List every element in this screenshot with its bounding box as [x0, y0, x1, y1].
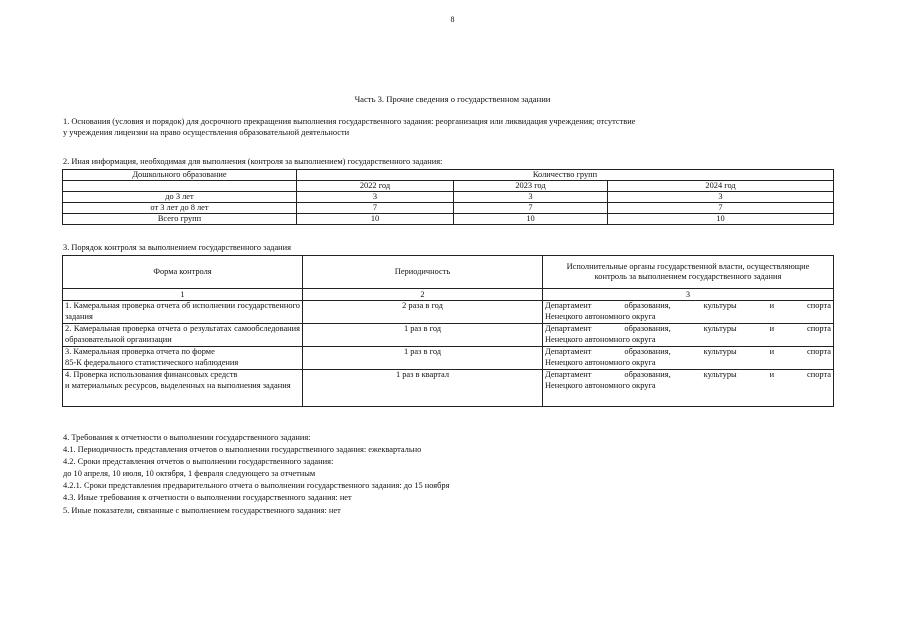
periodicity-cell: 1 раз в год [303, 347, 543, 370]
cell-value: 7 [454, 203, 608, 214]
requirements-line: 4.2. Сроки представления отчетов о выполнении государственного задания: [63, 457, 334, 467]
section-3-heading: 3. Порядок контроля за выполнением государственного задания [63, 243, 291, 252]
table-row [63, 301, 834, 324]
cell-value: 7 [608, 203, 834, 214]
periodicity-cell: 2 раза в год [303, 301, 543, 324]
authority-word: образования, [624, 370, 671, 379]
table-row [63, 203, 834, 214]
cell-value: 3 [608, 192, 834, 203]
authority-word: образования, [624, 301, 671, 310]
authority-line-1 [545, 324, 831, 335]
section-1-line-1: 1. Основания (условия и порядок) для досрочного прекращения выполнения государственного задания: реорганизация или ликвидация учреждения; отсутствие [63, 117, 636, 126]
authority-word: спорта [807, 347, 831, 356]
authority-word: образования, [624, 324, 671, 333]
authority-word: спорта [807, 370, 831, 379]
requirements-line: 5. Иные показатели, связанные с выполнением государственного задания: нет [63, 505, 341, 515]
row-label: от 3 лет до 8 лет [63, 203, 297, 214]
groups-table-empty-cell [63, 181, 297, 192]
authority-word: спорта [807, 324, 831, 333]
authorities-header: Исполнительные органы государственной власти, осуществляющие контроль за выполнением государственного задания [543, 256, 834, 289]
part-title: Часть 3. Прочие сведения о государственном задании [354, 94, 551, 104]
authority-line-1 [545, 301, 831, 312]
column-number: 1 [63, 289, 303, 301]
authority-word: Департамент [545, 347, 592, 356]
row-label: до 3 лет [63, 192, 297, 203]
control-form-cell [63, 347, 303, 370]
authority-line-2: Ненецкого автономного округа [545, 334, 656, 344]
authority-word: и [769, 324, 775, 333]
table-row [63, 347, 834, 370]
groups-table-left-header: Дошкольного образование [63, 170, 297, 181]
authority-word: спорта [807, 301, 831, 310]
authority-line-2: Ненецкого автономного округа [545, 311, 656, 321]
control-form-line-1: 4. Проверка использования финансовых средств [65, 370, 238, 379]
cell-value: 10 [454, 214, 608, 225]
authority-word: и [769, 370, 775, 379]
table-row [63, 214, 834, 225]
control-form-cell: 2. Камеральная проверка отчета о результатах самообследования образовательной организации [63, 324, 303, 347]
row-label: Всего групп [63, 214, 297, 225]
control-form-header: Форма контроля [63, 256, 303, 289]
requirements-line: 4.3. Иные требования к отчетности о выполнении государственного задания: нет [63, 493, 352, 503]
periodicity-cell: 1 раз в год [303, 324, 543, 347]
cell-value: 10 [297, 214, 454, 225]
year-header: 2022 год [297, 181, 454, 192]
control-form-line-1: 3. Камеральная проверка отчета по форме [65, 347, 215, 356]
authority-cell [543, 370, 834, 407]
authority-word: и [769, 301, 775, 310]
table-row [63, 370, 834, 407]
cell-value: 10 [608, 214, 834, 225]
authority-cell [543, 324, 834, 347]
authority-word: и [769, 347, 775, 356]
authority-cell [543, 301, 834, 324]
authority-line-1 [545, 347, 831, 358]
requirements-line: 4.1. Периодичность представления отчетов о выполнении государственного задания: ежеквартально [63, 445, 422, 455]
periodicity-cell: 1 раз в квартал [303, 370, 543, 407]
section-1-line-2: у учреждения лицензии на право осуществления образовательной деятельности [63, 127, 350, 137]
groups-table-group-header: Количество групп [297, 170, 834, 181]
authority-word: Департамент [545, 301, 592, 310]
control-form-line-2: 85-К федерального статистического наблюдения [65, 357, 239, 367]
authority-word: культуры [703, 347, 737, 356]
control-form-cell [63, 370, 303, 407]
section-2-heading: 2. Иная информация, необходимая для выполнения (контроля за выполнением) государственного задания: [63, 157, 443, 166]
groups-table [62, 169, 834, 225]
table-row [63, 192, 834, 203]
periodicity-header: Периодичность [303, 256, 543, 289]
table-row [63, 324, 834, 347]
year-header: 2023 год [454, 181, 608, 192]
authority-word: культуры [703, 324, 737, 333]
authority-line-2: Ненецкого автономного округа [545, 357, 656, 367]
control-table [62, 255, 834, 407]
column-number: 3 [543, 289, 834, 301]
section-4 [63, 432, 843, 517]
authority-word: культуры [703, 370, 737, 379]
page-number: 8 [450, 15, 455, 24]
authority-word: образования, [624, 347, 671, 356]
section-1 [63, 117, 843, 138]
control-form-line-2: и материальных ресурсов, выделенных на выполнения задания [65, 380, 291, 390]
authority-word: Департамент [545, 324, 592, 333]
requirements-line: 4. Требования к отчетности о выполнении государственного задания: [63, 433, 311, 442]
authority-line-1 [545, 370, 831, 381]
authority-line-2: Ненецкого автономного округа [545, 380, 656, 390]
column-number: 2 [303, 289, 543, 301]
cell-value: 3 [454, 192, 608, 203]
year-header: 2024 год [608, 181, 834, 192]
requirements-line: до 10 апреля, 10 июля, 10 октября, 1 февраля следующего за отчетным [63, 469, 316, 479]
authority-cell [543, 347, 834, 370]
authority-word: культуры [703, 301, 737, 310]
cell-value: 7 [297, 203, 454, 214]
requirements-line: 4.2.1. Сроки представления предварительного отчета о выполнении государственного задания: до 15 ноября [63, 481, 450, 491]
cell-value: 3 [297, 192, 454, 203]
authority-word: Департамент [545, 370, 592, 379]
control-form-cell: 1. Камеральная проверка отчета об исполнении государственного задания [63, 301, 303, 324]
